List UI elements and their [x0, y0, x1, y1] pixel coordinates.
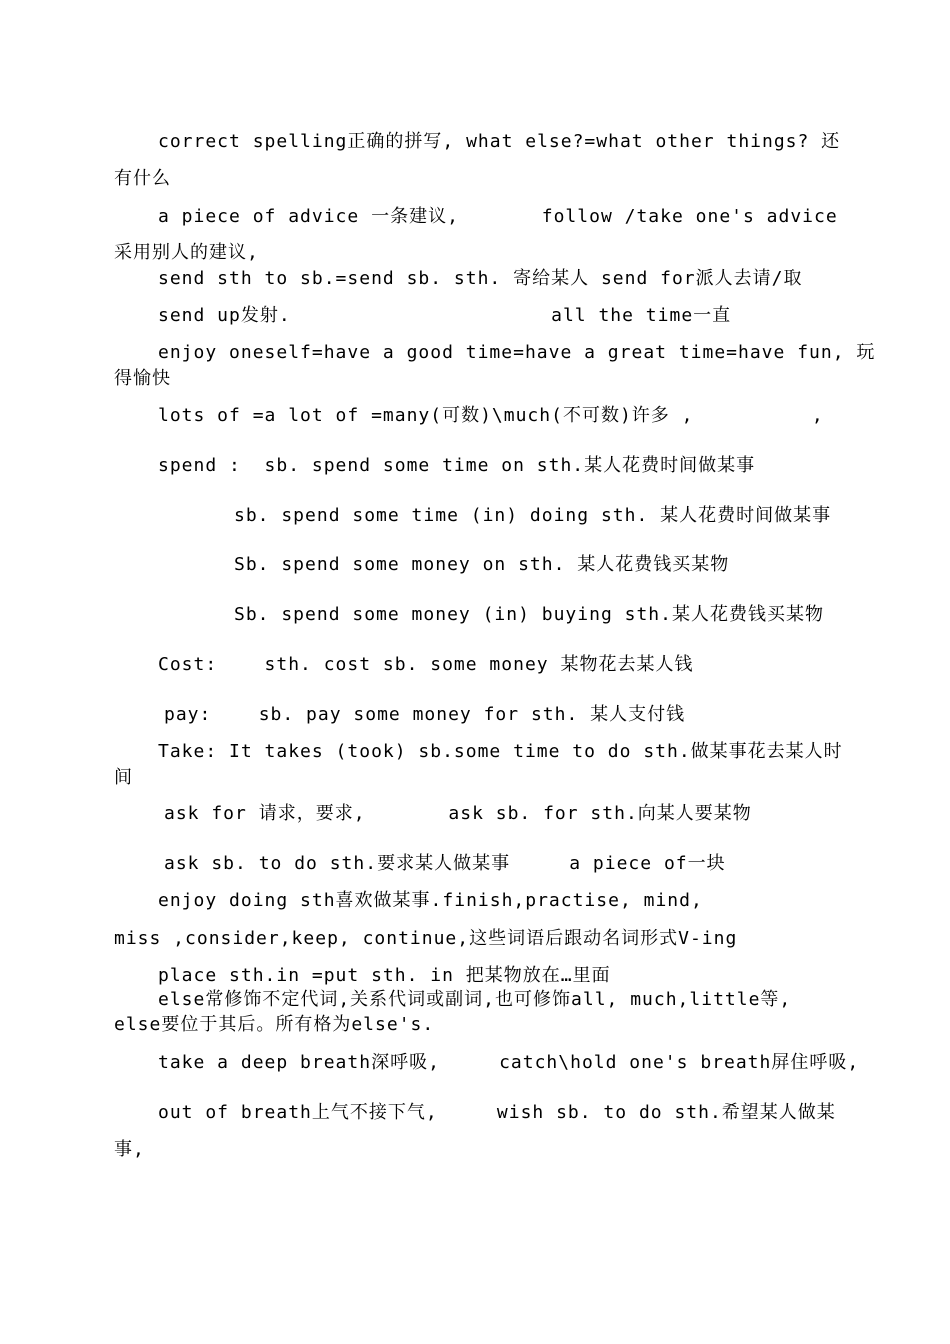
text-line: place sth.in =put sth. in 把某物放在…里面 [158, 965, 611, 986]
text-line: 采用别人的建议, [114, 242, 259, 263]
text-line: 有什么 [114, 168, 171, 189]
text-line: 得愉快 [114, 368, 171, 389]
text-line: spend : sb. spend some time on sth.某人花费时间做某事 [158, 455, 756, 476]
text-line: send sth to sb.=send sb. sth. 寄给某人 send for派人去请/取 [158, 268, 803, 289]
text-line: sb. spend some time (in) doing sth. 某人花费时间做某事 [234, 505, 832, 526]
text-line: enjoy oneself=have a good time=have a great time=have fun, 玩 [158, 342, 876, 363]
text-line: enjoy doing sth喜欢做某事.finish,practise, mind, [158, 890, 703, 911]
text-line: 间 [114, 767, 133, 788]
text-line: Sb. spend some money on sth. 某人花费钱买某物 [234, 554, 730, 575]
text-line: send up发射. all the time一直 [158, 305, 732, 326]
text-line: lots of =a lot of =many(可数)\much(不可数)许多 , , [158, 405, 824, 426]
text-line: correct spelling正确的拼写, what else?=what other things? 还 [158, 131, 841, 152]
text-line: miss ,consider,keep, continue,这些词语后跟动名词形式V-ing [114, 928, 738, 949]
text-line: take a deep breath深呼吸, catch\hold one's breath屏住呼吸, [158, 1052, 860, 1073]
text-line: else常修饰不定代词,关系代词或副词,也可修饰all, much,little等, [158, 989, 792, 1010]
text-line: ask sb. to do sth.要求某人做某事 a piece of一块 [164, 853, 726, 874]
text-line: Sb. spend some money (in) buying sth.某人花费钱买某物 [234, 604, 824, 625]
text-line: else要位于其后。所有格为else's. [114, 1014, 435, 1035]
text-line: out of breath上气不接下气, wish sb. to do sth.希望某人做某 [158, 1102, 836, 1123]
text-line: Take: It takes (took) sb.some time to do sth.做某事花去某人时 [158, 741, 843, 762]
text-line: 事, [114, 1139, 145, 1160]
text-line: ask for 请求，要求, ask sb. for sth.向某人要某物 [164, 803, 752, 824]
text-line: pay: sb. pay some money for sth. 某人支付钱 [164, 704, 686, 725]
text-line: a piece of advice 一条建议, follow /take one's advice [158, 206, 838, 227]
text-line: Cost: sth. cost sb. some money 某物花去某人钱 [158, 654, 694, 675]
